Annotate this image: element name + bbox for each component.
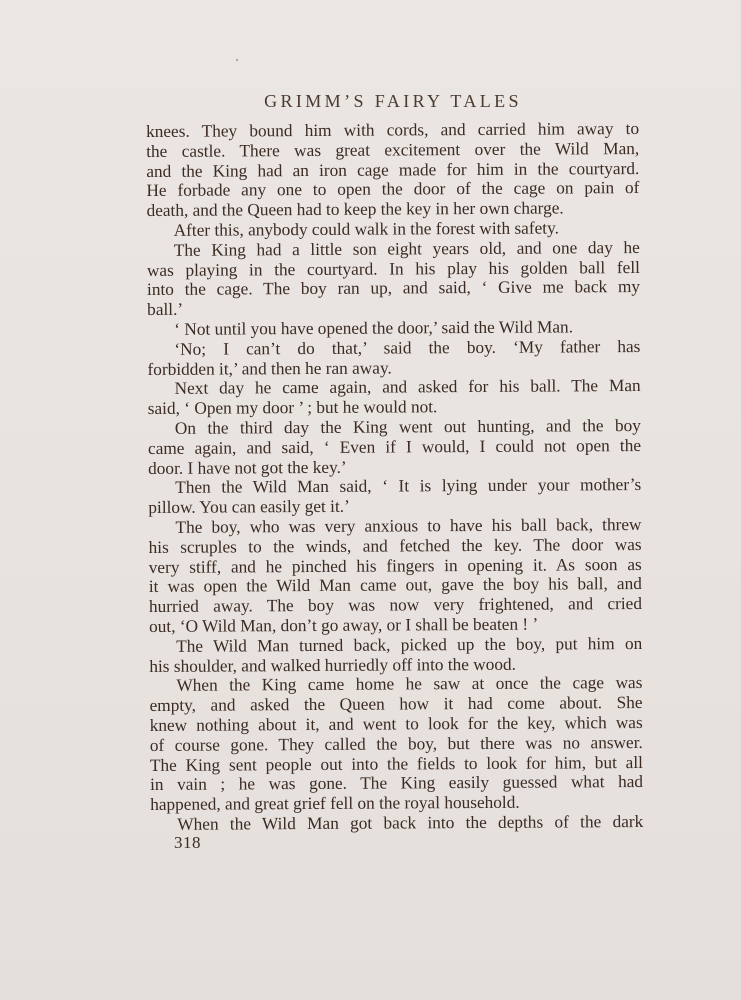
text-line: was playing in the courtyard. In his play his golden ball fell — [146, 257, 640, 280]
page-speck — [236, 59, 238, 61]
text-line: in vain ; he was gone. The King easily guessed what had — [149, 772, 644, 795]
text-line: The King had a little son eight years old, and one day he — [173, 237, 640, 260]
text-line: Next day he came again, and asked for his ball. The Man — [174, 376, 641, 399]
body-text — [146, 119, 643, 835]
text-line: death, and the Queen had to keep the key in her own charge. — [146, 198, 564, 221]
text-line: forbidden it,’ and then he ran away. — [147, 358, 392, 379]
text-line: The King sent people out into the fields to look for him, but all — [149, 752, 643, 775]
text-line: empty, and asked the Queen how it had come about. She — [149, 693, 643, 716]
text-line: of course gone. They called the boy, but there was no answer. — [149, 732, 643, 755]
text-line: into the cage. The boy ran up, and said, ‘ Give me back my — [146, 277, 641, 300]
text-line: Then the Wild Man said, ‘ It is lying under your mother’s — [175, 475, 642, 498]
text-line: The Wild Man turned back, picked up the boy, put him on — [176, 633, 643, 656]
text-line: pillow. You can easily get it.’ — [148, 496, 350, 518]
text-line: his scruples to the winds, and fetched the key. The door was — [148, 534, 642, 557]
text-line: it was open the Wild Man came out, gave the boy his ball, and — [148, 574, 642, 597]
page-number: 318 — [174, 833, 201, 852]
text-line: very stiff, and he pinched his fingers in opening it. As soon as — [148, 554, 642, 577]
text-line: When the Wild Man got back into the depths of the dark — [177, 811, 644, 834]
text-line: After this, anybody could walk in the forest with safety. — [173, 218, 559, 240]
text-line: He forbade any one to open the door of the cage on pain of — [146, 178, 640, 201]
text-line: When the King came home he saw at once the cage was — [176, 673, 643, 696]
text-line: happened, and great grief fell on the royal household. — [150, 792, 520, 815]
text-line: knew nothing about it, and went to look for the key, which was — [149, 712, 643, 735]
text-line: out, ‘O Wild Man, don’t go away, or I shall be beaten ! ’ — [149, 614, 539, 636]
text-line: and the King had an iron cage made for him in the courtyard. — [146, 158, 640, 181]
text-line: came again, and said, ‘ Even if I would, I could not open the — [147, 435, 642, 458]
text-line: ‘ Not until you have opened the door,’ said the Wild Man. — [174, 317, 574, 339]
text-line: his shoulder, and walked hurriedly off into the wood. — [149, 654, 517, 676]
text-line: hurried away. The boy was now very frightened, and cried — [148, 594, 643, 617]
text-line: said, ‘ Open my door ’ ; but he would not. — [147, 397, 438, 419]
text-line: The boy, who was very anxious to have his ball back, threw — [175, 514, 642, 537]
text-line: knees. They bound him with cords, and carried him away to — [146, 118, 640, 141]
running-head: GRIMM’S FAIRY TALES — [264, 91, 522, 111]
text-line: ‘No; I can’t do that,’ said the boy. ‘My father has — [174, 336, 641, 359]
text-line: ball.’ — [147, 299, 184, 320]
text-line: the castle. There was great excitement over the Wild Man, — [146, 138, 640, 161]
text-line: On the third day the King went out hunting, and the boy — [174, 415, 641, 438]
text-line: door. I have not got the key.’ — [148, 457, 347, 478]
